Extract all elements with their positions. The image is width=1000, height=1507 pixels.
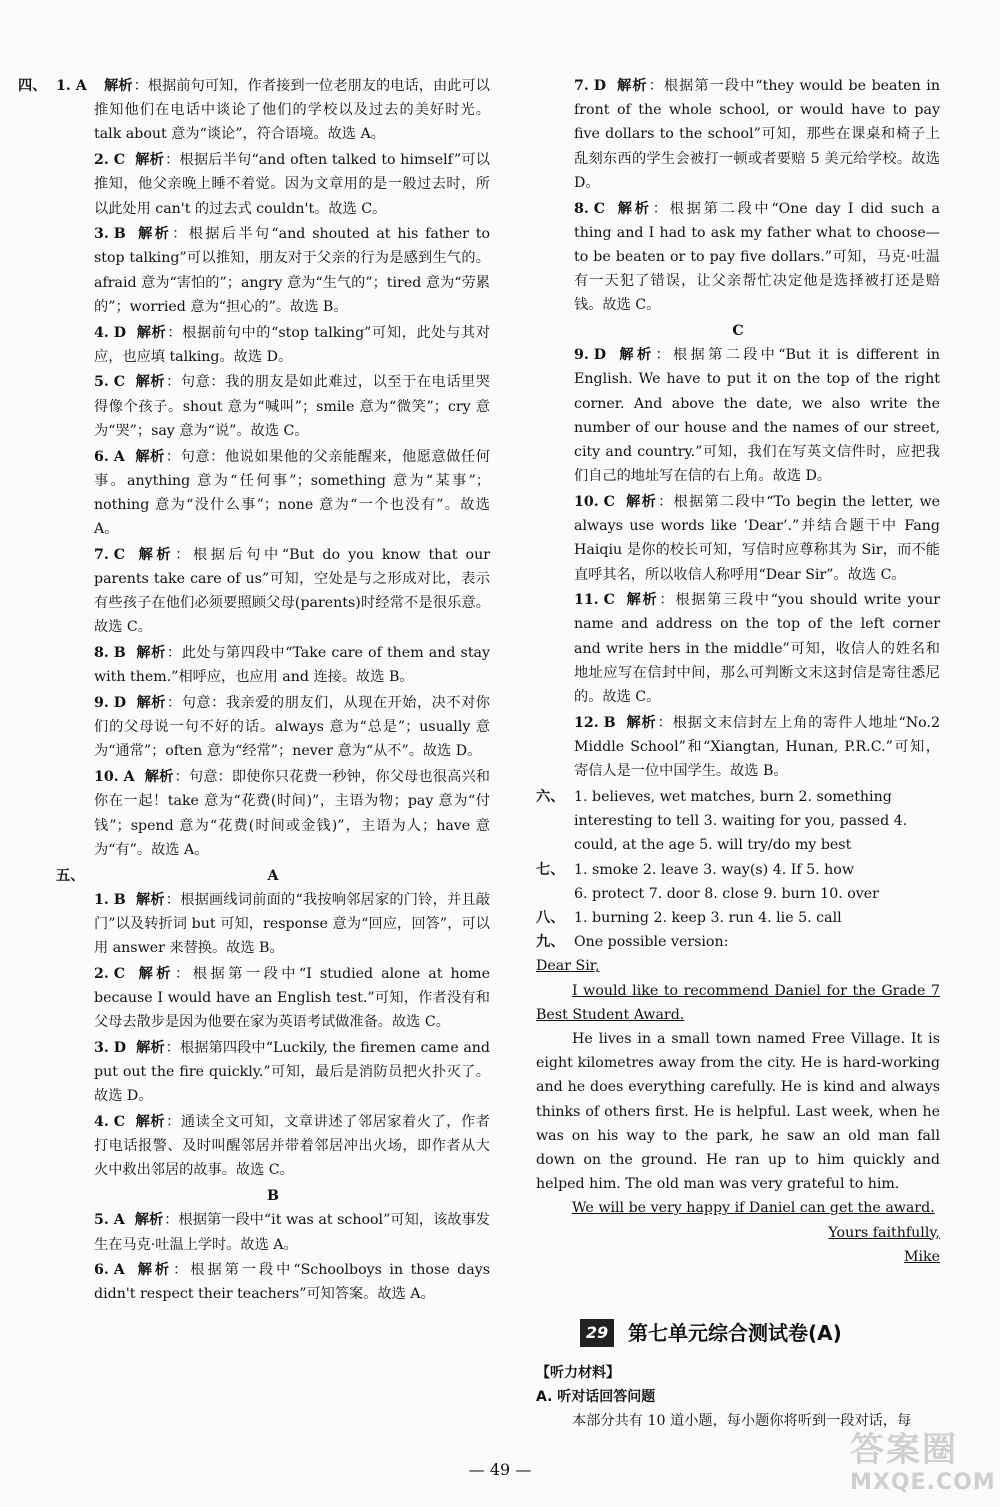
answer-item — [536, 343, 940, 488]
analysis-text: ：根据第二段中“One day I did such a thing and I had to ask my father what to choose—to be beaten or to pay five dollars.”可知，马克·吐温有一天犯了错误，让父亲帮忙决定他是选择被打还是赔钱。故选 C。 — [574, 200, 940, 314]
analysis-label: 解析 — [136, 324, 167, 341]
answer-number: 3. B — [94, 226, 126, 243]
analysis-label: 解析 — [624, 493, 658, 510]
section-6-answers: 1. believes, wet matches, burn 2. something interesting to tell 3. waiting for you, passed 4. could, at the age 5. will try/do my best — [574, 788, 908, 854]
answer-item — [56, 1258, 490, 1306]
analysis-text: ：根据第四段中“Luckily, the firemen came and put out the fire quickly.”可知，最后是消防员把火扑灭了。故选 D。 — [94, 1039, 490, 1105]
answer-item — [56, 1110, 490, 1183]
answer-number: 6. A — [94, 448, 125, 465]
answer-number: 10. A — [94, 769, 135, 786]
answer-item — [56, 543, 490, 640]
answer-item — [56, 222, 490, 319]
unit-title: 第七单元综合测试卷(A) — [628, 1320, 842, 1345]
analysis-text: ：根据第二段中“To begin the letter, we always use words like ‘Dear’.”并结合题干中 Fang Haiqiu 是你的校长可知，写信时应尊称其为 Sir，而不能直呼其名，所以收信人称呼用“Dear Sir”。故选 C。 — [574, 493, 940, 583]
letter-body: He lives in a small town named Free Village. It is eight kilometres away from the city. He is hard-working and he does everything carefully. He is kind and always thinks of others first. He is helpful. Last week, when he was on his way to the park, he saw an old man fall down on the ground. He ran up to him quickly and helped him. The old man was very grateful to him. — [536, 1030, 940, 1193]
answer-number: 6. A — [94, 1262, 125, 1279]
answer-item — [56, 888, 490, 961]
analysis-text: ：根据文末信封左上角的寄件人地址“No.2 Middle School”和“Xiangtan, Hunan, P.R.C.”可知，寄信人是一位中国学生。故选 B。 — [574, 714, 940, 780]
analysis-label: 解析 — [136, 695, 166, 712]
answer-number: 4. C — [94, 1114, 126, 1131]
letter-opening: I would like to recommend Daniel for the Grade 7 Best Student Award. — [536, 982, 940, 1023]
analysis-text: ：通读全文可知，文章讲述了邻居家着火了，作者打电话报警、及时叫醒邻居并带着邻居冲出火场，即作者从大火中救出邻居的故事。故选 C。 — [94, 1114, 490, 1179]
listening-part-a: A. 听对话回答问题 — [536, 1389, 656, 1406]
analysis-text: ：根据第一段中“it was at school”可知，该故事发生在马克·吐温上学时。故选 A。 — [94, 1212, 490, 1253]
analysis-text: ：根据后半句“and shouted at his father to stop talking”可以推知，朋友对于父亲的行为是感到生气的。afraid 意为“害怕的”；angry 意为“生气的”；tired 意为“劳累的”；worried 意为“担心的”。故选 B。 — [94, 226, 490, 315]
answer-item: 四、 1. A 解析：根据前句可知，作者接到一位老朋友的电话，由此可以推知他们在电话中谈论了他们的学校以及过去的美好时光。talk about 意为“谈论”，符合语境。故选 A。 — [56, 74, 490, 147]
section-5-label: 五、 — [56, 867, 85, 884]
answer-item — [56, 370, 490, 443]
answer-number: 1. B — [94, 891, 126, 908]
page-number: — 49 — — [468, 1460, 532, 1479]
section-8 — [536, 906, 940, 930]
right-column — [536, 74, 940, 1434]
section-label: 四、 — [18, 78, 47, 94]
answer-item — [56, 1036, 490, 1109]
left-column — [18, 74, 490, 1308]
unit-number-badge: 29 — [580, 1319, 614, 1347]
analysis-label: 解析 — [616, 78, 648, 94]
section-8-answers: 1. burning 2. keep 3. run 4. lie 5. call — [574, 909, 842, 926]
watermark-logo — [850, 1430, 996, 1500]
analysis-label: 解析 — [616, 347, 655, 364]
answer-item — [56, 445, 490, 542]
analysis-text: ：此处与第四段中“Take care of them and stay with them.”相呼应，也应用 and 连接。故选 B。 — [94, 645, 490, 686]
analysis-label: 解析 — [135, 546, 175, 563]
analysis-text: ：根据第一段中“Schoolboys in those days didn't respect their teachers”可知答案。故选 A。 — [94, 1262, 490, 1303]
section-7 — [536, 858, 940, 906]
letter-closing: Yours faithfully, — [828, 1224, 940, 1241]
analysis-label: 解析 — [134, 448, 165, 465]
analysis-label: 解析 — [136, 1039, 165, 1056]
answer-number: 5. A — [94, 1212, 125, 1229]
analysis-text: ：根据后半句“and often talked to himself”可以推知，他父亲晚上睡不着觉。因为文章用的是一般过去时，所以此处用 can't 的过去式 couldn't。故选 C。 — [94, 152, 490, 217]
answer-item — [536, 74, 940, 195]
analysis-label: 解析 — [144, 769, 174, 786]
sample-letter — [536, 954, 940, 1269]
answer-item — [56, 691, 490, 764]
answer-number: 2. C — [94, 152, 126, 169]
analysis-label: 解析 — [135, 891, 165, 908]
section-5-part-a — [56, 888, 490, 1183]
section-7-label: 七、 — [536, 861, 565, 878]
section-7-answers-line2: 6. protect 7. door 8. close 9. burn 10. over — [574, 885, 879, 902]
answer-number: 9. D — [94, 695, 127, 712]
answer-number: 11. C — [574, 592, 615, 609]
answer-item — [56, 1208, 490, 1256]
answer-number: 10. C — [574, 493, 615, 510]
analysis-text: ：句意：我亲爱的朋友们，从现在开始，决不对你们的父母说一句不好的话。always 意为“总是”；usually 意为“通常”；often 意为“经常”；never 意为“从不”。故选 D。 — [94, 695, 490, 760]
analysis-label: 解析 — [135, 152, 165, 169]
analysis-text: ：根据画线词前面的“我按响邻居家的门铃，并且敲门”以及转折词 but 可知，response 意为“回应，回答”，可以用 answer 来替换。故选 B。 — [94, 891, 490, 957]
answer-item — [536, 588, 940, 709]
analysis-text: ：句意：他说如果他的父亲能醒来，他愿意做任何事。anything 意为“任何事”；something 意为“某事”；nothing 意为“没什么事”；none 意为“一个也没有”。故选 A。 — [94, 448, 490, 538]
analysis-label: 解析 — [134, 1212, 164, 1229]
analysis-text: ：根据第一段中“I studied alone at home because I would have an English test.”可知，作者没有和父母去散步是因为他要在家为英语考试做准备。故选 C。 — [94, 965, 490, 1031]
answer-number: 7. C — [94, 546, 126, 563]
analysis-label: 解析 — [135, 226, 172, 243]
section-5-header — [56, 864, 490, 888]
listening-instructions: 本部分共有 10 道小题，每小题你将听到一段对话，每 — [572, 1413, 912, 1430]
section-7-answers-line1: 1. smoke 2. leave 3. way(s) 4. If 5. how — [574, 861, 854, 878]
analysis-text: ：根据前句可知，作者接到一位老朋友的电话，由此可以推知他们在电话中谈论了他们的学校以及过去的美好时光。talk about 意为“谈论”，符合语境。故选 A。 — [94, 78, 490, 143]
analysis-text: ：根据第二段中“But it is different in English. We have to put it on the top of the right corner. And above the date, we also write the number of our house and the names of our street, city and country.”可知，我们在写英文信件时，应把我们自己的地址写在信的右上角。故选 D。 — [574, 347, 940, 485]
analysis-text: ：句意：我的朋友是如此难过，以至于在电话里哭得像个孩子。shout 意为“喊叫”；smile 意为“微笑”；cry 意为“哭”；say 意为“说”。故选 C。 — [94, 374, 490, 439]
answer-item — [56, 321, 490, 369]
analysis-label: 解析 — [615, 200, 652, 217]
analysis-label: 解析 — [624, 592, 659, 609]
answer-number: 2. C — [94, 965, 126, 982]
analysis-text: ：根据后句中“But do you know that our parents take care of us”可知，空处是与之形成对比，表示有些孩子在他们必须要照顾父母(parents)时经常不是很乐意。故选 C。 — [94, 546, 490, 636]
letter-signature: Mike — [903, 1248, 940, 1265]
section-9 — [536, 930, 940, 954]
answer-item — [536, 490, 940, 587]
section-5-part-c — [536, 343, 940, 783]
watermark-line2: MXQE.COM — [850, 1470, 996, 1495]
answer-number: 8. B — [94, 645, 126, 662]
analysis-label: 解析 — [135, 645, 166, 662]
answer-number: 7. D — [574, 78, 607, 94]
section-6 — [536, 785, 940, 858]
analysis-label: 解析 — [134, 1262, 173, 1279]
answer-item — [56, 641, 490, 689]
answer-item — [536, 711, 940, 784]
section-9-intro: One possible version: — [574, 934, 729, 951]
analysis-label: 解析 — [625, 714, 657, 731]
analysis-label: 解析 — [135, 965, 175, 982]
answer-number: 9. D — [574, 347, 607, 364]
analysis-text: ：句意：即使你只花费一秒钟，你父母也很高兴和你在一起！take 意为“花费(时间)”，主语为物；pay 意为“付钱”；spend 意为“花费(时间或金钱)”，主语为人；have 意为“有”。故选 A。 — [94, 769, 490, 858]
answer-item — [56, 962, 490, 1035]
analysis-text: ：根据前句中的“stop talking”可知，此处与其对应，也应填 talking。故选 D。 — [94, 324, 490, 365]
section-6-label: 六、 — [536, 788, 565, 805]
answer-number: 4. D — [94, 324, 127, 341]
answer-item — [536, 197, 940, 318]
section-9-label: 九、 — [536, 934, 565, 951]
section-8-label: 八、 — [536, 909, 565, 926]
unit-heading — [580, 1319, 940, 1347]
analysis-label: 解析 — [135, 374, 166, 391]
answer-item — [56, 148, 490, 221]
watermark-line1: 答案圈 — [850, 1430, 958, 1470]
answer-item — [56, 765, 490, 862]
section-5-sub-c: C — [732, 323, 744, 340]
analysis-text: ：根据第一段中“they would be beaten in front of the whole school, or would have to pay five dollars to the school”可知，那些在课桌和椅子上乱刻东西的学生会被打一顿或者要赔 5 美元给学校。故选 D。 — [574, 78, 940, 191]
listening-header: 【听力材料】 — [536, 1364, 620, 1381]
letter-ending: We will be very happy if Daniel can get the award. — [572, 1200, 935, 1217]
section-5-sub-a: A — [267, 867, 279, 884]
section-5-sub-b: B — [267, 1188, 279, 1205]
answer-number: 8. C — [574, 200, 606, 217]
section-5-part-b-continued — [536, 74, 940, 318]
answer-number: 3. D — [94, 1039, 127, 1056]
letter-salutation: Dear Sir, — [536, 958, 600, 975]
section-5-part-b — [56, 1208, 490, 1306]
section-4 — [18, 74, 490, 862]
answer-number: 5. C — [94, 374, 126, 391]
analysis-text: ：根据第三段中“you should write your name and address on the top of the left corner and write hers in the middle”可知，收信人的姓名和地址应写在信封中间，那么可判断文末这封信是寄往悉尼的。故选 C。 — [574, 592, 940, 706]
analysis-label: 解析 — [104, 78, 133, 94]
answer-number: 12. B — [574, 714, 616, 731]
analysis-label: 解析 — [135, 1114, 166, 1131]
